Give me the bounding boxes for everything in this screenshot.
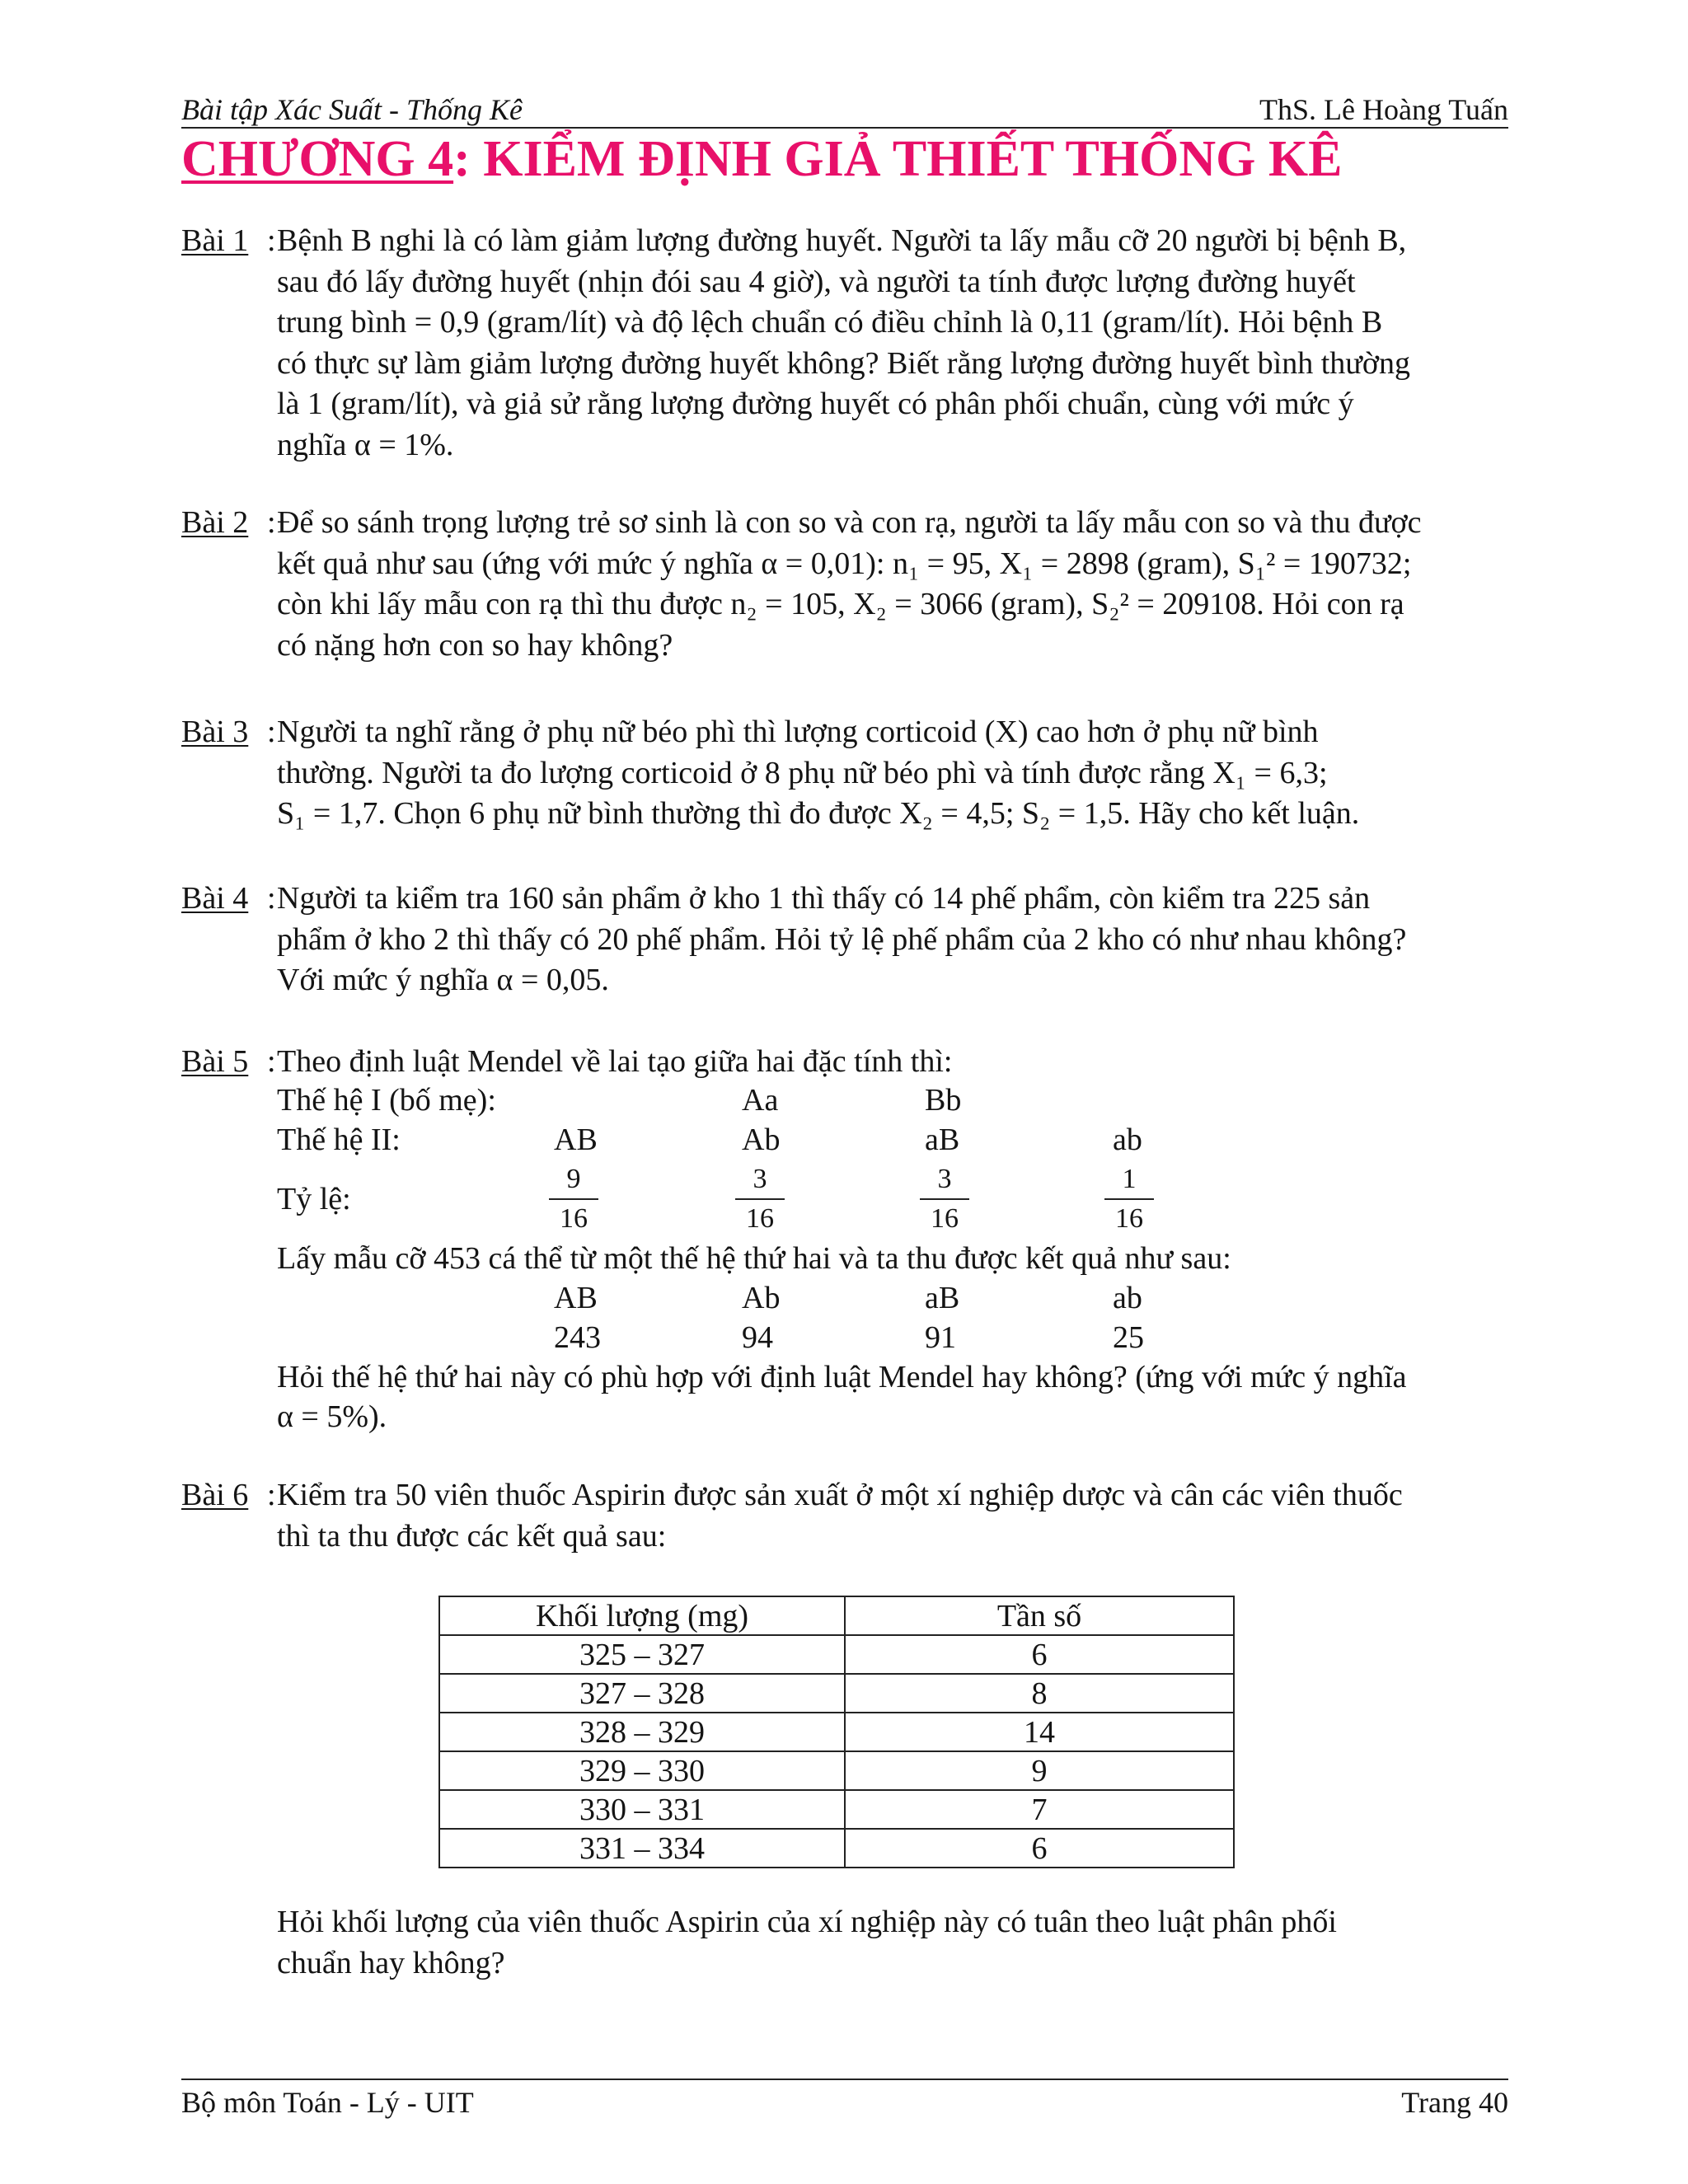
text-line: nghĩa α = 1%. [277, 427, 454, 462]
colon: : [267, 1478, 276, 1512]
colon: : [267, 881, 276, 916]
chapter-title [181, 130, 1342, 189]
table-cell: 7 [845, 1790, 1234, 1829]
question-line: α = 5%). [277, 1399, 387, 1434]
exercise-5 [181, 1042, 1510, 1083]
denominator: 16 [931, 1203, 959, 1234]
ratio-fraction [549, 1164, 598, 1235]
text-line: thì ta thu được các kết quả sau: [277, 1518, 667, 1554]
table-header: Khối lượng (mg) [439, 1596, 845, 1635]
footer-left: Bộ môn Toán - Lý - UIT [181, 2086, 474, 2119]
colon: : [267, 1044, 276, 1079]
exercise-4 [181, 879, 1510, 1001]
header-left: Bài tập Xác Suất - Thống Kê [181, 93, 523, 126]
numerator: 3 [735, 1164, 785, 1200]
generation-2-value: aB [925, 1122, 960, 1157]
sample-count: 25 [1113, 1320, 1144, 1355]
table-cell: 329 – 330 [439, 1751, 845, 1790]
exercise-1 [181, 221, 1510, 466]
colon: : [267, 505, 276, 540]
page-number: Trang 40 [1401, 2086, 1508, 2119]
denominator: 16 [746, 1203, 774, 1234]
table-row [439, 1713, 1234, 1751]
table-cell: 6 [845, 1635, 1234, 1674]
table-row [439, 1829, 1234, 1868]
table-cell: 325 – 327 [439, 1635, 845, 1674]
exercise-label: Bài 3 [181, 715, 249, 749]
text-line: có thực sự làm giảm lượng đường huyết không? Biết rằng lượng đường huyết bình thường [277, 345, 1410, 381]
sample-type: ab [1113, 1281, 1142, 1315]
sample-type: AB [554, 1281, 598, 1315]
text-line: Để so sánh trọng lượng trẻ sơ sinh là con so và con rạ, người ta lấy mẫu con so và thu được [277, 505, 1422, 540]
ratio-label: Tỷ lệ: [277, 1182, 351, 1216]
exercise-3 [181, 712, 1510, 835]
table-cell: 328 – 329 [439, 1713, 845, 1751]
question-line: Hỏi thế hệ thứ hai này có phù hợp với định luật Mendel hay không? (ứng với mức ý nghĩa [277, 1360, 1407, 1394]
generation-2-label: Thế hệ II: [277, 1122, 401, 1157]
text-line: Người ta kiểm tra 160 sản phẩm ở kho 1 thì thấy có 14 phế phẩm, còn kiểm tra 225 sản [277, 881, 1371, 916]
text-line: phẩm ở kho 2 thì thấy có 20 phế phẩm. Hỏi tỷ lệ phế phẩm của 2 kho có như nhau không? [277, 921, 1407, 957]
text-segment: còn khi lấy mẫu con rạ thì thu được [277, 587, 723, 621]
formula: n₁ = 95, X₁ = 2898 (gram), S₁² = 190732; [892, 546, 1412, 581]
header-divider [181, 127, 1508, 129]
denominator: 16 [560, 1203, 588, 1234]
table-row [439, 1790, 1234, 1829]
exercise-2-text [277, 503, 1510, 666]
exercise-2 [181, 503, 1510, 666]
text-line: có nặng hơn con so hay không? [277, 627, 673, 663]
ratio-fraction [920, 1164, 969, 1235]
text-line: Với mức ý nghĩa α = 0,05. [277, 963, 609, 997]
exercise-6-question-text [277, 1902, 1510, 1984]
sample-type: aB [925, 1281, 960, 1315]
exercise-label: Bài 2 [181, 505, 249, 540]
sample-type: Ab [742, 1281, 781, 1315]
numerator: 3 [920, 1164, 969, 1200]
text-line: S₁ = 1,7. Chọn 6 phụ nữ bình thường thì đo được X₂ = 4,5; S₂ = 1,5. Hãy cho kết luận. [277, 796, 1360, 831]
colon: : [267, 223, 276, 258]
sample-count: 91 [925, 1320, 956, 1355]
exercise-4-text [277, 879, 1510, 1001]
exercise-label: Bài 5 [181, 1044, 249, 1079]
numerator: 9 [549, 1164, 598, 1200]
exercise-6-question [181, 1902, 1510, 1984]
table-cell: 330 – 331 [439, 1790, 845, 1829]
exercise-5-intro: Theo định luật Mendel về lai tạo giữa hai đặc tính thì: [277, 1044, 953, 1079]
text-line: Hỏi khối lượng của viên thuốc Aspirin của xí nghiệp này có tuân theo luật phân phối [277, 1905, 1337, 1939]
ratio-fraction [1104, 1164, 1154, 1235]
generation-1-label: Thế hệ I (bố mẹ): [277, 1083, 496, 1118]
table-cell: 331 – 334 [439, 1829, 845, 1868]
sample-count: 94 [742, 1320, 773, 1355]
table-cell: 327 – 328 [439, 1674, 845, 1713]
text-line: Người ta nghĩ rằng ở phụ nữ béo phì thì lượng corticoid (X) cao hơn ở phụ nữ bình [277, 715, 1319, 749]
text-line: chuẩn hay không? [277, 1945, 505, 1980]
table-cell: 8 [845, 1674, 1234, 1713]
table-row [439, 1635, 1234, 1674]
table-header-row [439, 1596, 1234, 1635]
text-line: trung bình = 0,9 (gram/lít) và độ lệch chuẩn có điều chỉnh là 0,11 (gram/lít). Hỏi bệnh B [277, 305, 1383, 340]
table-cell: 14 [845, 1713, 1234, 1751]
generation-2-value: ab [1113, 1122, 1142, 1157]
formula: n₂ = 105, X₂ = 3066 (gram), S₂² = 209108. Hỏi con rạ [730, 587, 1404, 621]
generation-1-value: Bb [925, 1083, 962, 1118]
generation-2-value: AB [554, 1122, 598, 1157]
numerator: 1 [1104, 1164, 1154, 1200]
header-right: ThS. Lê Hoàng Tuấn [1259, 93, 1508, 126]
ratio-fraction [735, 1164, 785, 1235]
generation-1-value: Aa [742, 1083, 779, 1118]
table-cell: 9 [845, 1751, 1234, 1790]
text-line: Bệnh B nghi là có làm giảm lượng đường huyết. Người ta lấy mẫu cỡ 20 người bị bệnh B, [277, 223, 1407, 258]
text-line [277, 584, 1510, 626]
exercise-6-text [277, 1475, 1510, 1557]
text-line: là 1 (gram/lít), và giả sử rằng lượng đường huyết có phân phối chuẩn, cùng với mức ý [277, 387, 1354, 421]
text-line: Kiểm tra 50 viên thuốc Aspirin được sản xuất ở một xí nghiệp dược và cân các viên thuốc [277, 1478, 1403, 1512]
table-row [439, 1751, 1234, 1790]
sample-text: Lấy mẫu cỡ 453 cá thể từ một thế hệ thứ hai và ta thu được kết quả như sau: [277, 1241, 1231, 1276]
sample-count: 243 [554, 1320, 601, 1355]
footer-divider [181, 2079, 1508, 2080]
text-line [277, 544, 1510, 585]
table-cell: 6 [845, 1829, 1234, 1868]
text-segment: kết quả như sau (ứng với mức ý nghĩa α = 0,01): [277, 546, 885, 581]
chapter-number: CHƯƠNG 4 [181, 131, 454, 187]
exercise-label: Bài 6 [181, 1478, 249, 1512]
text-line: sau đó lấy đường huyết (nhịn đói sau 4 giờ), và người ta tính được lượng đường huyết [277, 264, 1356, 299]
exercise-3-text [277, 712, 1510, 835]
generation-2-value: Ab [742, 1122, 781, 1157]
table-row [439, 1674, 1234, 1713]
exercise-label: Bài 1 [181, 223, 249, 258]
weight-frequency-table [438, 1596, 1235, 1868]
colon: : [267, 715, 276, 749]
text-line: thường. Người ta đo lượng corticoid ở 8 phụ nữ béo phì và tính được rằng X₁ = 6,3; [277, 755, 1328, 790]
exercise-label: Bài 4 [181, 881, 249, 916]
denominator: 16 [1115, 1203, 1143, 1234]
chapter-name: : KIỂM ĐỊNH GIẢ THIẾT THỐNG KÊ [453, 131, 1343, 187]
exercise-6 [181, 1475, 1510, 1557]
table-header: Tần số [845, 1596, 1234, 1635]
exercise-1-text [277, 221, 1510, 466]
